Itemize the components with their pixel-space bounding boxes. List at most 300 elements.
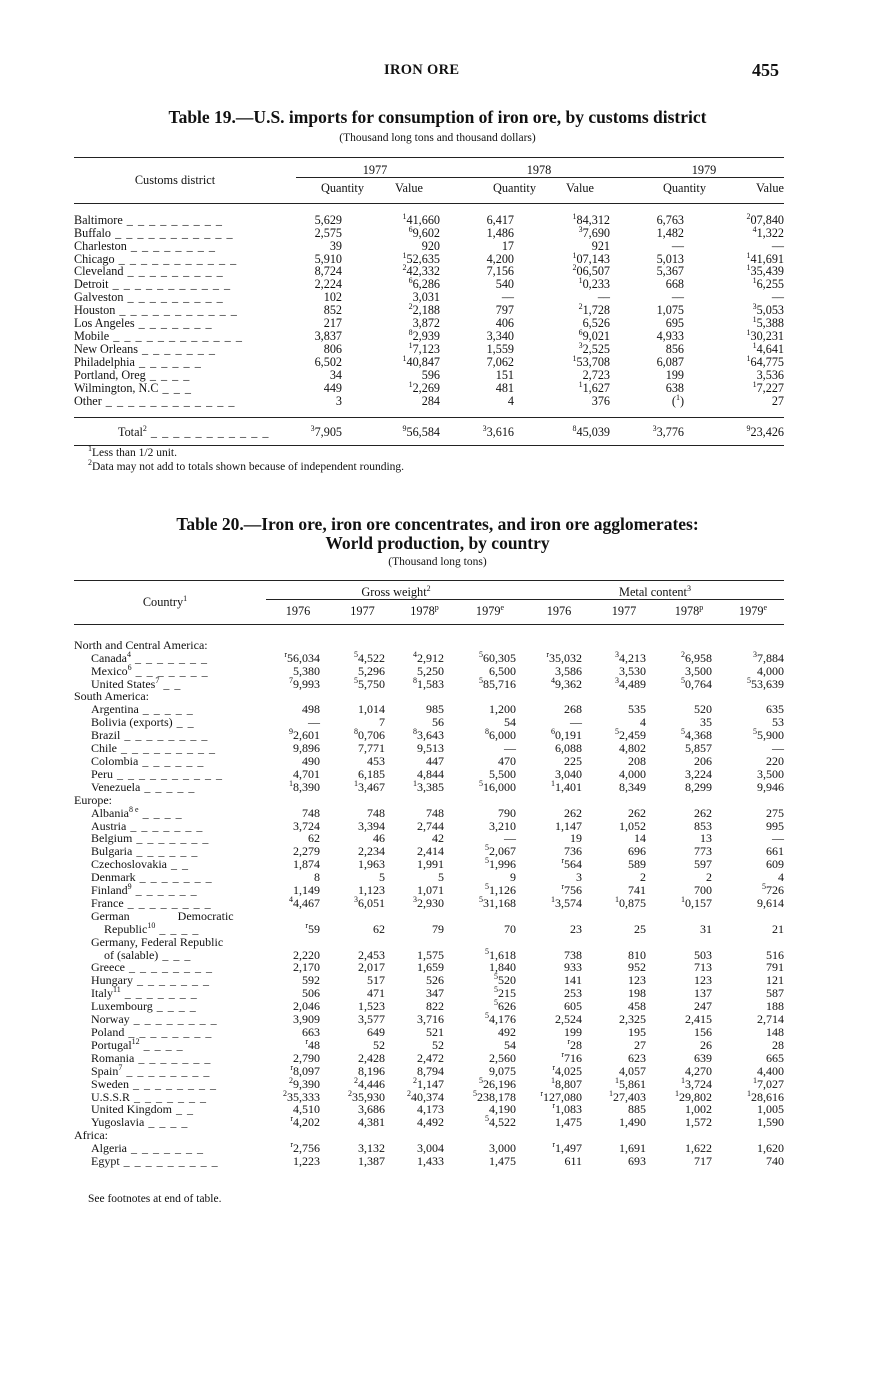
cell-value: $^3$7,884: [753, 649, 784, 665]
cell-value: 498: [302, 702, 320, 717]
cell-value: $^1$52,635: [402, 250, 440, 266]
cell-value: 3,500: [685, 663, 712, 678]
cell-value: 503: [694, 947, 712, 962]
cell-value: 481: [495, 380, 514, 395]
year-header: 1977: [296, 158, 454, 178]
cell-value: 70: [504, 921, 516, 936]
cell-value: 7,156: [486, 264, 514, 279]
cell-value: 4,701: [293, 766, 320, 781]
leader-dots: _ _ _ _ _ _ _: [134, 1050, 212, 1065]
total-value: $^8$45,039: [572, 424, 610, 440]
cell-value: 2: [706, 870, 712, 885]
cell-value: $^5$626: [494, 998, 516, 1014]
cell-value: 3,224: [685, 766, 712, 781]
cell-value: 1,991: [417, 857, 444, 872]
country-name: United Kingdom _ _: [91, 1102, 194, 1117]
cell-value: $^3$7,690: [578, 224, 610, 240]
cell-value: 195: [628, 1025, 646, 1039]
total-row: [74, 418, 784, 446]
cell-value: 1,622: [685, 1141, 712, 1156]
year-header: 1977: [350, 603, 375, 618]
cell-value: 4,057: [619, 1063, 646, 1078]
cell-value: 6,763: [656, 212, 684, 227]
cell-value: 4: [507, 393, 514, 408]
cell-value: 1,575: [417, 947, 444, 962]
cell-value: 1,963: [358, 857, 385, 872]
cell-value: 3,040: [555, 766, 582, 781]
cell-value: 1,572: [685, 1115, 712, 1130]
cell-value: 208: [628, 753, 646, 768]
cell-value: 587: [766, 986, 784, 1001]
district-name: Los Angeles _ _ _ _ _ _ _: [74, 316, 213, 331]
cell-value: 376: [591, 393, 610, 408]
country-name: Spain$^7$ _ _ _ _ _ _ _ _: [91, 1062, 211, 1078]
cell-value: 8,196: [358, 1063, 385, 1078]
cell-value: $^5$31,168: [479, 894, 516, 910]
cell-value: 3,909: [293, 1012, 320, 1027]
cell-value: 7,771: [358, 741, 385, 756]
cell-value: 25: [634, 921, 646, 936]
leader-dots: _ _ _ _ _ _ _ _: [123, 895, 212, 910]
cell-value: 4,802: [619, 741, 646, 756]
cell-value: 3,536: [756, 367, 784, 382]
cell-value: 5,296: [358, 663, 385, 678]
cell-value: 27: [771, 393, 784, 408]
cell-value: 4,200: [486, 251, 514, 266]
cell-value: 3: [576, 870, 582, 885]
table-row: [74, 781, 784, 794]
cell-value: $^6$6,286: [408, 276, 440, 292]
cell-value: ‒‒: [504, 831, 516, 846]
cell-value: 3,031: [412, 290, 440, 305]
cell-value: 9,614: [757, 895, 784, 910]
cell-value: 5,857: [685, 741, 712, 756]
footnote: $^2$Data may not add to totals shown because of independent rounding.: [88, 458, 405, 473]
leader-dots: _ _ _ _: [139, 1037, 184, 1052]
leader-dots: _ _ _: [158, 947, 192, 962]
cell-value: 7,062: [486, 354, 514, 369]
cell-value: 4,492: [417, 1115, 444, 1130]
cell-value: 1,005: [757, 1102, 784, 1117]
leader-dots: _ _ _ _ _ _ _: [130, 1089, 208, 1104]
cell-value: 79: [432, 921, 444, 936]
subcol-header: Quantity: [320, 180, 364, 195]
country-name: Brazil _ _ _ _ _ _ _ _: [91, 728, 209, 743]
cell-value: 2,723: [582, 367, 610, 382]
cell-value: 4: [778, 870, 784, 885]
cell-value: 4: [640, 715, 646, 730]
year-header: 1978: [454, 158, 624, 178]
table-row: [74, 923, 784, 936]
leader-dots: _ _ _ _: [152, 999, 197, 1014]
cell-value: $^8$0,706: [354, 727, 385, 743]
total-label: Total$^2$ _ _ _ _ _ _ _ _ _ _ _: [118, 424, 270, 440]
cell-value: 21: [772, 921, 784, 936]
cell-value: 4,000: [757, 663, 784, 678]
leader-dots: _ _ _ _: [138, 805, 183, 820]
cell-value: $^6$0,191: [551, 727, 582, 743]
leader-dots: _ _ _: [158, 380, 192, 395]
name-part: German: [91, 908, 130, 923]
cell-value: 5: [438, 870, 444, 885]
table-row: [74, 1116, 784, 1129]
cell-value: $^r$4,202: [290, 1114, 320, 1130]
running-header: [0, 60, 875, 82]
cell-value: $^r$716: [561, 1049, 582, 1065]
cell-value: $^1$28,616: [747, 1088, 784, 1104]
cell-value: 6,185: [358, 766, 385, 781]
cell-value: $^4$1,322: [752, 224, 784, 240]
cell-value: 2,453: [358, 947, 385, 962]
cell-value: $^1$30,231: [746, 327, 784, 343]
cell-value: $^1$7,027: [753, 1075, 784, 1091]
cell-value: 42: [432, 831, 444, 846]
cell-value: 5,013: [656, 251, 684, 266]
cell-value: 23: [570, 921, 582, 936]
cell-value: $^2$2,188: [408, 302, 440, 318]
country-name: Norway _ _ _ _ _ _ _ _: [91, 1012, 218, 1027]
cell-value: $^9$2,601: [289, 727, 320, 743]
cell-value: $^5$1,126: [485, 882, 516, 898]
cell-value: 506: [302, 986, 320, 1001]
cell-value: $^2$9,390: [289, 1075, 320, 1091]
cell-value: 284: [421, 393, 440, 408]
cell-value: 53: [772, 715, 784, 730]
total-value: $^3$3,776: [652, 424, 684, 440]
country-name: Mexico$^6$ _ _ _ _ _ _ _: [91, 662, 209, 678]
cell-value: $^1$41,660: [402, 211, 440, 227]
cell-value: 4,844: [417, 766, 444, 781]
cell-value: $^4$4,467: [289, 894, 320, 910]
cell-value: $^1$29,802: [675, 1088, 712, 1104]
cell-value: ‒‒: [772, 741, 784, 756]
cell-value: $^r$756: [561, 882, 582, 898]
country-name: Greece _ _ _ _ _ _ _ _: [91, 960, 213, 975]
cell-value: 470: [498, 753, 516, 768]
leader-dots: _ _ _ _ _ _ _ _ _ _ _ _: [109, 328, 243, 343]
cell-value: 1,559: [486, 341, 514, 356]
country-name: Czechoslovakia _ _: [91, 857, 189, 872]
cell-value: $^6$9,021: [578, 327, 610, 343]
cell-value: $^3$6,051: [354, 894, 385, 910]
cell-value: 1,490: [619, 1115, 646, 1130]
district-name: Galveston _ _ _ _ _ _ _ _ _: [74, 290, 224, 305]
subcol-header: Value: [395, 180, 423, 195]
cell-value: $^5$4,176: [485, 1011, 516, 1027]
cell-value: $^8$2,939: [408, 327, 440, 343]
cell-value: 1,223: [293, 1154, 320, 1169]
cell-value: 736: [564, 844, 582, 859]
cell-value: 17: [501, 238, 514, 253]
cell-value: ‒‒: [771, 238, 784, 253]
country-name: Hungary _ _ _ _ _ _ _: [91, 973, 210, 988]
cell-value: 3,132: [358, 1141, 385, 1156]
leader-dots: _ _ _ _ _ _ _ _ _ _ _: [111, 225, 234, 240]
cell-value: 123: [628, 973, 646, 988]
cell-value: $^2$35,333: [283, 1088, 320, 1104]
name-part: Democratic: [177, 908, 234, 923]
cell-value: $^2$35,930: [348, 1088, 385, 1104]
section-title: IRON ORE: [384, 62, 460, 78]
table20: [74, 580, 784, 1170]
cell-value: $^5$5,750: [354, 675, 385, 691]
cell-value: 262: [628, 805, 646, 820]
cell-value: 3,724: [293, 818, 320, 833]
cell-value: $^5$1,618: [485, 946, 516, 962]
country-name: U.S.S.R _ _ _ _ _ _ _: [91, 1089, 208, 1104]
cell-value: 3,004: [417, 1141, 444, 1156]
country-name: Egypt _ _ _ _ _ _ _ _ _: [91, 1154, 219, 1169]
cell-value: 526: [426, 973, 444, 988]
cell-value: 9,946: [757, 779, 784, 794]
cell-value: $^5$4,368: [681, 727, 712, 743]
country-name: Bolivia (exports) _ _: [91, 715, 195, 730]
cell-value: $^8$6,000: [485, 727, 516, 743]
cell-value: 3,340: [486, 328, 514, 343]
cell-value: $^7$9,993: [289, 675, 320, 691]
country-name: Venezuela _ _ _ _ _: [91, 779, 196, 794]
country-name: Belgium _ _ _ _ _ _ _: [91, 831, 210, 846]
cell-value: 141: [564, 973, 582, 988]
leader-dots: _ _ _ _: [145, 367, 191, 382]
country-name: Canada$^4$ _ _ _ _ _ _ _: [91, 649, 208, 665]
cell-value: 5: [379, 870, 385, 885]
cell-value: 8,349: [619, 779, 646, 794]
country-name: Luxembourg _ _ _ _: [91, 999, 197, 1014]
cell-value: $^r$1,083: [552, 1101, 582, 1117]
leader-dots: _ _ _ _ _ _ _ _ _: [122, 212, 224, 227]
cell-value: 693: [628, 1154, 646, 1169]
district-name: Mobile _ _ _ _ _ _ _ _ _ _ _ _: [74, 328, 243, 343]
cell-value: $^1$3,724: [681, 1075, 712, 1091]
leader-dots: _ _ _ _ _ _ _ _: [129, 1076, 217, 1091]
cell-value: 952: [628, 960, 646, 975]
country-name: Colombia _ _ _ _ _ _: [91, 753, 205, 768]
cell-value: 102: [323, 290, 342, 305]
country-name: Romania _ _ _ _ _ _ _: [91, 1050, 212, 1065]
cell-value: 6,526: [582, 316, 610, 331]
cell-value: $^5$2,067: [485, 843, 516, 859]
cell-value: 668: [665, 277, 684, 292]
cell-value: 611: [564, 1154, 582, 1169]
cell-value: $^1$1,627: [578, 379, 610, 395]
cell-value: ‒‒: [671, 238, 684, 253]
cell-value: 6,087: [656, 354, 684, 369]
country-name: Republic$^{10}$ _ _ _ _: [104, 920, 200, 936]
cell-value: 9,896: [293, 741, 320, 756]
cell-value: 1,475: [555, 1115, 582, 1130]
cell-value: 810: [628, 947, 646, 962]
cell-value: 517: [367, 973, 385, 988]
leader-dots: _ _ _ _ _ _ _: [131, 663, 209, 678]
district-name: Other _ _ _ _ _ _ _ _ _ _ _ _: [74, 393, 236, 408]
subcol-header: Value: [566, 180, 594, 195]
cell-value: $^1$3,574: [551, 894, 582, 910]
cell-value: 7: [379, 715, 385, 730]
cell-value: ‒‒: [504, 741, 516, 756]
cell-value: 521: [426, 1025, 444, 1039]
cell-value: $^1$07,143: [572, 250, 610, 266]
year-header: 1977: [611, 603, 637, 618]
cell-value: 6,502: [314, 354, 342, 369]
district-name: Wilmington, N.C _ _ _: [74, 380, 192, 395]
cell-value: $^r$4,025: [552, 1062, 582, 1078]
country-name: Italy$^{11}$ _ _ _ _ _ _ _: [91, 985, 198, 1001]
cell-value: 856: [665, 341, 684, 356]
leader-dots: _ _: [166, 857, 189, 872]
cell-value: 1,874: [293, 857, 320, 872]
cell-value: $^2$42,332: [402, 263, 440, 279]
cell-value: ($^1$): [671, 392, 684, 408]
cell-value: 406: [495, 316, 514, 331]
cell-value: 535: [628, 702, 646, 717]
cell-value: 623: [628, 1050, 646, 1065]
cell-value: 797: [495, 303, 514, 318]
cell-value: 1,147: [555, 818, 582, 833]
cell-value: 2,575: [314, 225, 342, 240]
leader-dots: _ _ _ _ _ _: [131, 883, 198, 898]
country-name: Poland _ _ _ _ _ _ _ _: [91, 1025, 213, 1039]
leader-dots: _ _ _ _ _ _ _: [132, 831, 210, 846]
cell-value: 748: [367, 805, 385, 820]
cell-value: 661: [766, 844, 784, 859]
table19-title: Table 19.—U.S. imports for consumption of iron ore, by customs district: [168, 107, 707, 127]
country-name: Portugal$^{12}$ _ _ _ _: [91, 1036, 184, 1052]
leader-dots: _ _ _ _ _ _ _ _ _ _ _: [108, 277, 232, 292]
cell-value: $^5$4,522: [485, 1114, 516, 1130]
table20-title-line2: World production, by country: [325, 533, 550, 553]
cell-value: 2,170: [293, 960, 320, 975]
country-name: Chile _ _ _ _ _ _ _ _ _: [91, 741, 216, 756]
cell-value: 1,200: [489, 702, 516, 717]
country-name: Austria _ _ _ _ _ _ _: [91, 818, 204, 833]
cell-value: 2,524: [555, 1012, 582, 1027]
district-name: Cleveland _ _ _ _ _ _ _ _ _: [74, 264, 224, 279]
cell-value: $^1$0,233: [578, 276, 610, 292]
cell-value: 275: [766, 805, 784, 820]
total-value: $^3$7,905: [310, 424, 342, 440]
leader-dots: _ _ _ _ _: [138, 702, 194, 717]
cell-value: 665: [766, 1050, 784, 1065]
cell-value: $^8$3,643: [413, 727, 444, 743]
leader-dots: _ _ _ _ _ _ _ _: [124, 1025, 213, 1039]
district-name: Charleston _ _ _ _ _ _ _ _: [74, 238, 216, 253]
leader-dots: _ _ _ _ _ _ _: [135, 870, 213, 885]
cell-value: $^r$1,497: [552, 1140, 582, 1156]
cell-value: 6,088: [555, 741, 582, 756]
leader-dots: _ _ _ _ _ _ _: [134, 316, 213, 331]
cell-value: 34: [329, 367, 342, 382]
country-name: Denmark _ _ _ _ _ _ _: [91, 870, 213, 885]
cell-value: $^5$4,522: [354, 649, 385, 665]
leader-dots: _ _ _ _ _ _: [134, 354, 202, 369]
country-name: Sweden _ _ _ _ _ _ _ _: [91, 1076, 217, 1091]
table20-subtitle: (Thousand long tons): [388, 556, 487, 568]
cell-value: 2: [640, 870, 646, 885]
cell-value: $^5$2,459: [615, 727, 646, 743]
leader-dots: _ _ _ _: [144, 1115, 189, 1130]
cell-value: 35: [700, 715, 712, 730]
country-name: Finland$^9$ _ _ _ _ _ _: [91, 882, 198, 898]
leader-dots: _ _ _ _ _ _ _ _ _ _ _: [146, 425, 270, 440]
cell-value: 3,872: [412, 316, 440, 331]
cell-value: $^4$2,912: [413, 649, 444, 665]
cell-value: $^1$53,708: [572, 353, 610, 369]
cell-value: $^2$40,374: [407, 1088, 444, 1104]
cell-value: 123: [694, 973, 712, 988]
cell-value: 1,387: [358, 1154, 385, 1169]
cell-value: 31: [700, 921, 712, 936]
leader-dots: _ _ _ _ _ _ _ _: [124, 960, 213, 975]
district-name: Baltimore _ _ _ _ _ _ _ _ _: [74, 212, 224, 227]
region-label: Africa:: [74, 1128, 108, 1143]
cell-value: 220: [766, 753, 784, 768]
cell-value: 5,367: [656, 264, 684, 279]
total-value: $^3$3,616: [482, 424, 514, 440]
cell-value: 852: [323, 303, 342, 318]
cell-value: $^r$28: [567, 1036, 582, 1052]
region-label: Europe:: [74, 792, 112, 807]
cell-value: 2,415: [685, 1012, 712, 1027]
cell-value: 6,417: [486, 212, 514, 227]
year-header: 1979: [624, 158, 784, 178]
cell-value: $^2$4,446: [354, 1075, 385, 1091]
cell-value: 1,659: [417, 960, 444, 975]
district-name: Philadelphia _ _ _ _ _ _: [74, 354, 202, 369]
cell-value: 748: [426, 805, 444, 820]
spacer: [74, 407, 784, 418]
country-name: Albania$^{8 e}$ _ _ _ _: [91, 804, 183, 820]
cell-value: 137: [694, 986, 712, 1001]
cell-value: $^r$35,032: [546, 649, 582, 665]
cell-value: $^2$06,507: [572, 263, 610, 279]
leader-dots: _ _ _ _ _ _ _: [137, 341, 216, 356]
cell-value: 1,486: [486, 225, 514, 240]
year-header: 1979e: [738, 602, 768, 618]
leader-dots: _ _ _ _ _ _ _ _ _: [123, 290, 224, 305]
cell-value: $^3$2,930: [413, 894, 444, 910]
table-row: [74, 897, 784, 910]
district-name: Buffalo _ _ _ _ _ _ _ _ _ _ _: [74, 225, 234, 240]
cell-value: 3,530: [619, 663, 646, 678]
cell-value: 5,910: [314, 251, 342, 266]
cell-value: $^1$5,861: [615, 1075, 646, 1091]
cell-value: $^r$8,097: [290, 1062, 320, 1078]
cell-value: 6,500: [489, 663, 516, 678]
cell-value: 2,224: [314, 277, 342, 292]
cell-value: $^1$4,641: [752, 340, 784, 356]
cell-value: 199: [564, 1025, 582, 1039]
cell-value: 8,724: [314, 264, 342, 279]
leader-dots: _ _ _ _ _ _ _: [126, 1141, 204, 1156]
cell-value: 225: [564, 753, 582, 768]
cell-value: 198: [628, 986, 646, 1001]
cell-value: ‒‒: [772, 831, 784, 846]
cell-value: 54: [504, 715, 516, 730]
country-name: Yugoslavia _ _ _ _: [91, 1115, 189, 1130]
district-name: Detroit _ _ _ _ _ _ _ _ _ _ _: [74, 277, 232, 292]
cell-value: $^1$64,775: [746, 353, 784, 369]
country-name: France _ _ _ _ _ _ _ _: [91, 895, 212, 910]
table19-footnotes: [88, 446, 404, 474]
cell-value: 39: [329, 238, 342, 253]
cell-value: $^r$2,756: [290, 1140, 320, 1156]
cell-value: 4,173: [417, 1102, 444, 1117]
cell-value: 2,414: [417, 844, 444, 859]
cell-value: $^2$6,958: [681, 649, 712, 665]
cell-value: 3,000: [489, 1141, 516, 1156]
district-name: Portland, Oreg _ _ _ _: [74, 367, 191, 382]
